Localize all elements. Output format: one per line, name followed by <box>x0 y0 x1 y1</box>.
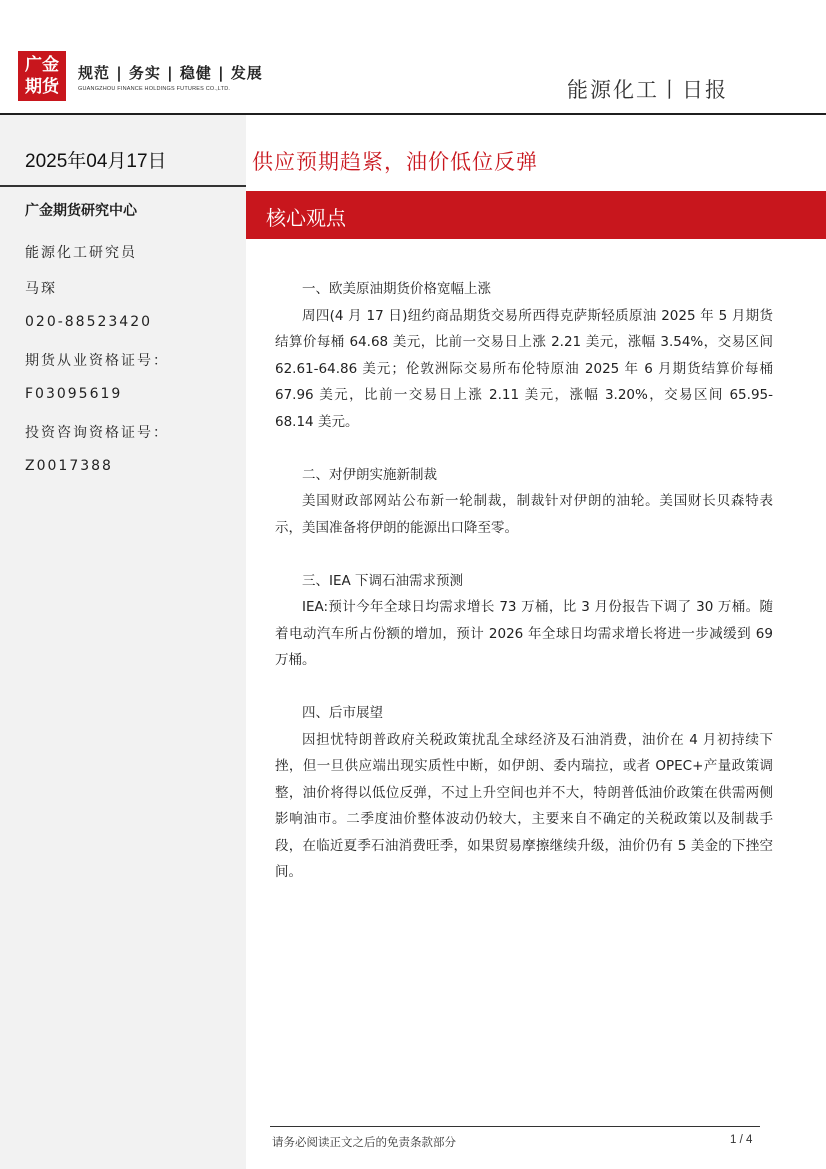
analyst-name: 马琛 <box>25 281 57 297</box>
report-date: 2025年04月17日 <box>25 151 167 172</box>
page-number: 1 / 4 <box>730 1134 753 1146</box>
section-header-bar <box>246 191 826 239</box>
advisory-license-number: Z0017388 <box>25 458 113 474</box>
report-type: 能源化工丨日报 <box>567 78 728 102</box>
section-body: 因担忧特朗普政府关税政策扰乱全球经济及石油消费，油价在 4 月初持续下挫，但一旦供应端出现实质性中断，如伊朗、委内瑞拉，或者 OPEC+产量政策调整，油价将得以低位反弹，不过上升空间也并不大，特朗普低油价政策在供需两侧影响油市。二季度油价整体波动仍较大，主要来自不确定的关税政策以及制裁手段，在临近夏季石油消费旺季，如果贸易摩擦继续升级，油价仍有 5 美金的下挫空间。 <box>275 731 773 880</box>
company-english-name: GUANGZHOU FINANCE HOLDINGS FUTURES CO.,LTD. <box>78 86 231 92</box>
sidebar-divider <box>0 185 246 187</box>
section-body: 美国财政部网站公布新一轮制裁，制裁针对伊朗的油轮。美国财长贝森特表示，美国准备将伊朗的能源出口降至零。 <box>275 493 773 536</box>
disclaimer-note: 请务必阅读正文之后的免责条款部分 <box>272 1135 456 1149</box>
section-heading: 三、IEA 下调石油需求预测 <box>302 572 464 589</box>
section-title: 核心观点 <box>266 206 346 230</box>
futures-license-number: F03095619 <box>25 386 123 402</box>
section-heading: 一、欧美原油期货价格宽幅上涨 <box>302 281 491 297</box>
analyst-info <box>25 242 169 494</box>
analyst-title: 能源化工研究员 <box>25 245 137 261</box>
report-headline: 供应预期趋紧，油价低位反弹 <box>252 150 538 174</box>
logo-text-line1: 广金 <box>25 55 59 75</box>
advisory-license-label: 投资咨询资格证号： <box>25 425 169 441</box>
section-heading: 二、对伊朗实施新制裁 <box>302 466 437 483</box>
futures-license-label: 期货从业资格证号： <box>25 353 169 369</box>
core-views-content <box>275 276 773 912</box>
section-body: 周四(4 月 17 日)纽约商品期货交易所西得克萨斯轻质原油 2025 年 5 月期货结算价每桶 64.68 美元，比前一交易日上涨 2.21 美元，涨幅 3.54%，交易区间 62.61-64.86 美元；伦敦洲际交易所布伦特原油 2025 年 6 月期货结算价每桶 67.96 美元，比前一交易日上涨 2.11 美元，涨幅 3.20%，交易区间 65.95-68.14 美元。 <box>275 307 773 430</box>
section-body: IEA:预计今年全球日均需求增长 73 万桶，比 3 月份报告下调了 30 万桶。随着电动汽车所占份额的增加，预计 2026 年全球日均需求增长将进一步减缓到 69 万桶。 <box>275 599 773 668</box>
footer-divider <box>270 1126 760 1127</box>
logo-text-line2: 期货 <box>25 77 59 97</box>
research-center-name: 广金期货研究中心 <box>25 203 137 219</box>
company-slogan: 规范 | 务实 | 稳健 | 发展 <box>78 64 263 82</box>
analyst-phone: 020-88523420 <box>25 314 153 330</box>
company-logo <box>18 51 66 101</box>
section-heading: 四、后市展望 <box>302 705 383 721</box>
